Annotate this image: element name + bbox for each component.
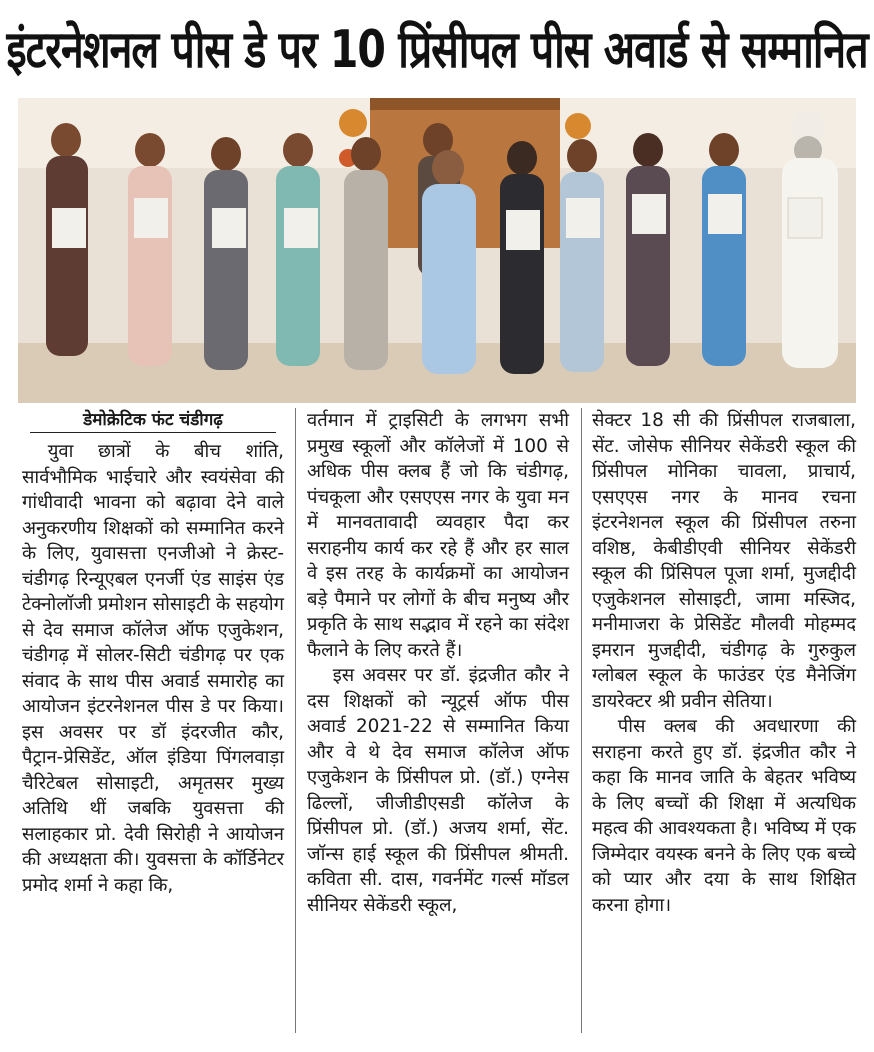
article-column-1 [22, 408, 284, 898]
column-divider [295, 408, 296, 1033]
award-ceremony-photo [18, 98, 856, 403]
headline-block [0, 0, 874, 96]
byline: डेमोक्रेटिक फंट चंडीगढ़ [30, 408, 276, 433]
article-paragraph: वर्तमान में ट्राइसिटी के लगभग सभी प्रमुख स्कूलों और कॉलेजों में 100 से अधिक पीस क्लब हैं जो कि चंडीगढ़, पंचकूला और एसएएस नगर के युवा मन में मानवतावादी व्यवहार पैदा कर सराहनीय कार्य कर रहे हैं और हर साल वे इस तरह के कार्यक्रमों का आयोजन बड़े पैमाने पर लोगों के बीच मनुष्य और प्रकृति के साथ सद्भाव में रहने का संदेश फैलाने के लिए करते हैं। [307, 410, 569, 661]
article-column-3 [592, 408, 856, 918]
article-paragraph: युवा छात्रों के बीच शांति, सार्वभौमिक भाईचारे और स्वयंसेवा की गांधीवादी भावना को बढ़ावा देने वाले अनुकरणीय शिक्षकों को सम्मानित करने के लिए, युवासत्ता एनजीओ ने क्रेस्ट-चंडीगढ़ रिन्यूएबल एनर्जी एंड साइंस एंड टेक्नोलॉजी प्रमोशन सोसाइटी के सहयोग से देव समाज कॉलेज ऑफ एजुकेशन, चंडीगढ़ में सोलर-सिटी चंडीगढ़ पर एक संवाद के साथ पीस अवार्ड समारोह का आयोजन इंटरनेशनल पीस डे पर किया। इस अवसर पर डॉ इंदरजीत कौर, पैट्रान-प्रेसिडेंट, ऑल इंडिया पिंगलवाड़ा चैरिटेबल सोसाइटी, अमृतसर मुख्य अतिथि थीं जबकि युवसत्ता की सलाहकार प्रो. देवी सिरोही ने आयोजन की अध्यक्षता की। युवसत्ता के कॉर्डिनेटर प्रमोद शर्मा ने कहा कि, [22, 441, 284, 896]
article-column-2 [307, 408, 569, 918]
headline: इंटरनेशनल पीस डे पर 10 प्रिंसीपल पीस अवार्ड से सम्मानित [6, 19, 868, 80]
article-paragraph: सेक्टर 18 सी की प्रिंसीपल राजबाला, सेंट. जोसेफ सीनियर सेकेंडरी स्कूल की प्रिंसीपल मोनिका चावला, प्राचार्य, एसएएस नगर के मानव रचना इंटरनेशनल स्कूल की प्रिंसीपल तरुना वशिष्ठ, केबीडीएवी सीनियर सेकेंडरी स्कूल की प्रिंसिपल पूजा शर्मा, मुजद्दीदी एजुकेशनल सोसाइटी, जामा मस्जिद, मनीमाजरा के प्रेसिडेंट मौलवी मोहम्मद इमरान मुजद्दीदी, चंडीगढ़ के गुरुकुल ग्लोबल स्कूल के फाउंडर एंड मैनेजिंग डायरेक्टर श्री प्रवीन सेतिया। [592, 410, 856, 712]
article-paragraph: पीस क्लब की अवधारणा की सराहना करते हुए डॉ. इंद्रजीत कौर ने कहा कि मानव जाति के बेहतर भविष्य के लिए बच्चों की शिक्षा में अत्यधिक महत्व की आवश्यकता है। भविष्य में एक जिम्मेदार वयस्क बनने के लिए एक बच्चे को प्यार और दया के साथ शिक्षित करना होगा। [592, 716, 856, 916]
article-paragraph: इस अवसर पर डॉ. इंद्रजीत कौर ने दस शिक्षकों को न्यूट्रर्स ऑफ पीस अवार्ड 2021-22 से सम्मानित किया और वे थे देव समाज कॉलेज ऑफ एजुकेशन के प्रिंसीपल प्रो. (डॉ.) एग्नेस ढिल्लों, जीजीडीएसडी कॉलेज के प्रिंसीपल प्रो. (डॉ.) अजय शर्मा, सेंट. जॉन्स हाई स्कूल की प्रिंसीपल श्रीमती. कविता सी. दास, गवर्नमेंट गर्ल्स मॉडल सीनियर सेकेंडरी स्कूल, [307, 665, 569, 916]
news-photo [18, 98, 856, 403]
column-divider [581, 408, 582, 1033]
